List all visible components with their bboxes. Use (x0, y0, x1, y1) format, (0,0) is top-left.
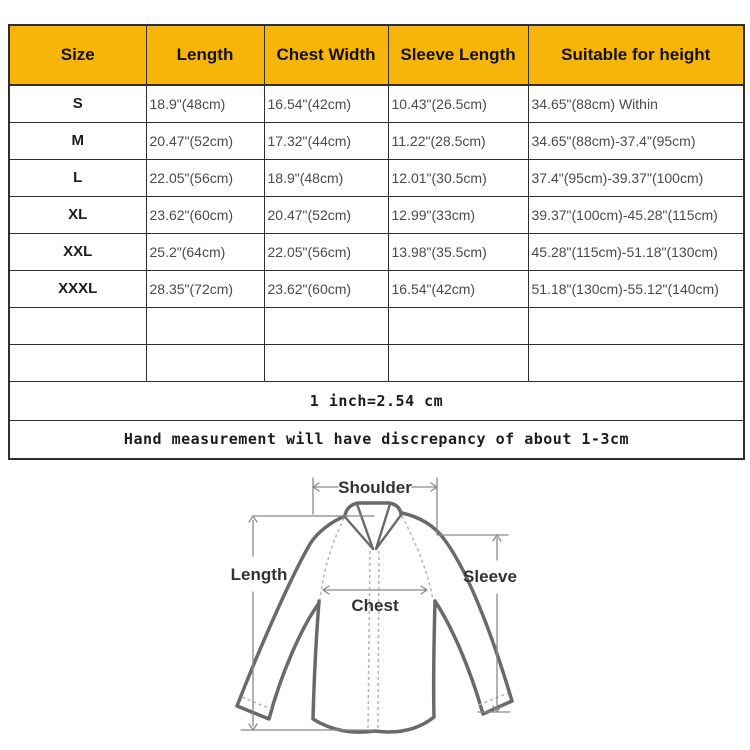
sleeve-cell: 11.22"(28.5cm) (388, 122, 528, 159)
shirt-placket-stitching (368, 551, 379, 728)
sleeve-cell: 13.98"(35.5cm) (388, 233, 528, 270)
row-xxxl (9, 270, 744, 307)
height-cell: 34.65"(88cm)-37.4"(95cm) (528, 122, 744, 159)
shirt-measurement-diagram (190, 455, 570, 750)
sleeve-cell: 10.43"(26.5cm) (388, 85, 528, 122)
length-cell: 23.62"(60cm) (146, 196, 264, 233)
length-label: Length (230, 565, 288, 584)
chest-cell: 22.05"(56cm) (264, 233, 388, 270)
shirt-right-sleeve (402, 513, 512, 714)
chest-cell: 16.54"(42cm) (264, 85, 388, 122)
height-cell: 39.37"(100cm)-45.28"(115cm) (528, 196, 744, 233)
height-cell: 51.18"(130cm)-55.12"(140cm) (528, 270, 744, 307)
size-cell: XL (9, 196, 146, 233)
note-row-inch-conversion (9, 381, 744, 420)
shirt-armhole-seams (320, 516, 433, 600)
length-cell: 18.9"(48cm) (146, 85, 264, 122)
height-cell: 34.65"(88cm) Within (528, 85, 744, 122)
row-l (9, 159, 744, 196)
length-cell: 22.05"(56cm) (146, 159, 264, 196)
size-cell: XXL (9, 233, 146, 270)
note-measurement-discrepancy: Hand measurement will have discrepancy of about 1-3cm (9, 420, 744, 459)
col-header-suitable-height: Suitable for height (528, 25, 744, 85)
chest-cell: 20.47"(52cm) (264, 196, 388, 233)
empty-cell (9, 307, 146, 344)
row-xxl (9, 233, 744, 270)
shirt-body (313, 601, 435, 732)
chest-arrow (323, 586, 427, 594)
sleeve-cell: 12.99"(33cm) (388, 196, 528, 233)
length-cell: 20.47"(52cm) (146, 122, 264, 159)
sleeve-cell: 12.01"(30.5cm) (388, 159, 528, 196)
note-inch-conversion: 1 inch=2.54 cm (9, 381, 744, 420)
col-header-size: Size (9, 25, 146, 85)
chest-label: Chest (351, 596, 399, 615)
col-header-sleeve-length: Sleeve Length (388, 25, 528, 85)
col-header-chest-width: Chest Width (264, 25, 388, 85)
length-arrow (249, 516, 257, 730)
empty-cell (146, 307, 264, 344)
size-cell: S (9, 85, 146, 122)
sleeve-cell: 16.54"(42cm) (388, 270, 528, 307)
chest-cell: 18.9"(48cm) (264, 159, 388, 196)
empty-cell (388, 344, 528, 381)
height-cell: 37.4"(95cm)-39.37"(100cm) (528, 159, 744, 196)
col-header-length: Length (146, 25, 264, 85)
height-cell: 45.28"(115cm)-51.18"(130cm) (528, 233, 744, 270)
sleeve-arrow (493, 535, 501, 712)
row-empty-2 (9, 344, 744, 381)
empty-cell (264, 344, 388, 381)
shirt-cuff-stitching (242, 693, 508, 709)
sleeve-label: Sleeve (463, 567, 517, 586)
row-empty-1 (9, 307, 744, 344)
empty-cell (264, 307, 388, 344)
empty-cell (528, 307, 744, 344)
size-cell: M (9, 122, 146, 159)
empty-cell (388, 307, 528, 344)
size-cell: XXXL (9, 270, 146, 307)
shoulder-label: Shoulder (338, 478, 412, 497)
empty-cell (528, 344, 744, 381)
shirt-drawing (237, 503, 512, 732)
empty-cell (146, 344, 264, 381)
size-chart-table (8, 24, 745, 460)
chest-cell: 17.32"(44cm) (264, 122, 388, 159)
empty-cell (9, 344, 146, 381)
header-row (9, 25, 744, 85)
row-m (9, 122, 744, 159)
shirt-collar-lapels (345, 504, 401, 549)
note-row-measurement-discrepancy (9, 420, 744, 459)
row-s (9, 85, 744, 122)
length-cell: 28.35"(72cm) (146, 270, 264, 307)
row-xl (9, 196, 744, 233)
length-cell: 25.2"(64cm) (146, 233, 264, 270)
shirt-collar (345, 503, 401, 516)
size-cell: L (9, 159, 146, 196)
chest-cell: 23.62"(60cm) (264, 270, 388, 307)
